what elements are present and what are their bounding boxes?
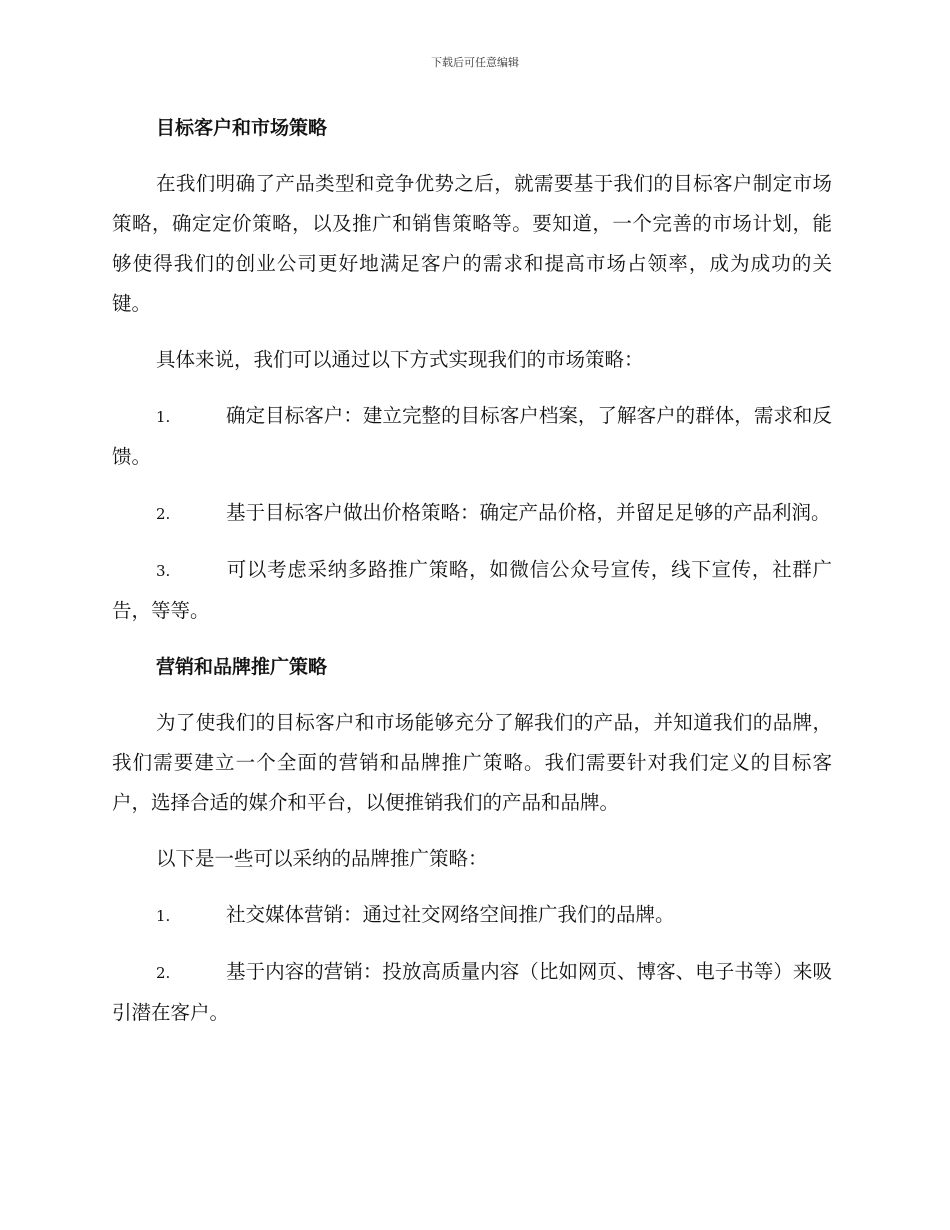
list-item [112,895,832,936]
paragraph: 为了使我们的目标客户和市场能够充分了解我们的产品，并知道我们的品牌，我们需要建立一个全面的营销和品牌推广策略。我们需要针对我们定义的目标客户，选择合适的媒介和平台，以便推销我们的产品和品牌。 [112,711,832,814]
list-number: 2. [156,505,171,523]
list-item [112,952,832,1033]
paragraph: 具体来说，我们可以通过以下方式实现我们的市场策略： [156,348,644,371]
list-number: 3. [156,562,171,580]
paragraph: 以下是一些可以采纳的品牌推广策略： [156,847,488,870]
list-text: 基于内容的营销：投放高质量内容（比如网页、博客、电子书等）来吸引潜在客户。 [112,960,832,1024]
list-text: 基于目标客户做出价格策略：确定产品价格，并留足足够的产品利润。 [226,501,831,524]
paragraph: 在我们明确了产品类型和竞争优势之后，就需要基于我们的目标客户制定市场策略，确定定价策略，以及推广和销售策略等。要知道，一个完善的市场计划，能够使得我们的创业公司更好地满足客户的需求和提高市场占领率，成为成功的关键。 [112,172,832,315]
page-header: 下载后可任意编辑 [431,56,519,69]
list-item [112,493,832,534]
section-heading: 目标客户和市场策略 [156,117,328,139]
list-number: 2. [156,964,171,982]
document-body [112,108,832,1049]
list-text: 社交媒体营销：通过社交网络空间推广我们的品牌。 [226,903,675,926]
list-text: 确定目标客户：建立完整的目标客户档案，了解客户的群体，需求和反馈。 [112,404,832,468]
list-text: 可以考虑采纳多路推广策略，如微信公众号宣传，线下宣传，社群广告，等等。 [112,558,832,622]
list-item [112,396,832,477]
list-item [112,550,832,631]
list-number: 1. [156,907,171,925]
list-number: 1. [156,408,171,426]
section-heading: 营销和品牌推广策略 [156,656,328,678]
